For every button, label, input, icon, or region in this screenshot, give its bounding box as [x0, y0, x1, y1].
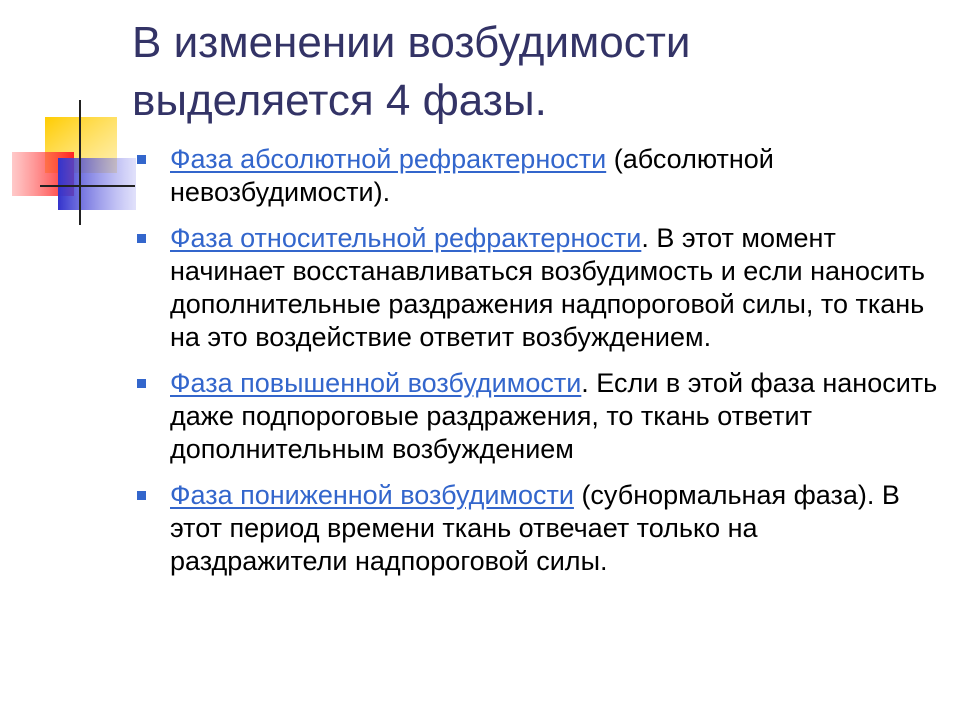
- bullet-square-icon: [137, 379, 146, 388]
- decorative-squares: [0, 0, 140, 230]
- blue-square: [58, 158, 136, 210]
- slide-title: [132, 14, 932, 130]
- phase-item-relative-refractory: [170, 222, 940, 354]
- bullet-square-icon: [137, 491, 146, 500]
- phase-item-absolute-refractory: [170, 143, 940, 209]
- phase-link-relative-refractory[interactable]: Фаза относительной рефрактерности: [170, 223, 642, 253]
- phase-description: (абсолютной невозбудимости).: [170, 144, 774, 207]
- phase-item-reduced-excitability: [170, 479, 940, 578]
- phase-list: [170, 143, 940, 591]
- bullet-square-icon: [137, 155, 146, 164]
- phase-item-increased-excitability: [170, 367, 940, 466]
- phase-description: (субнормальная фаза). В этот период времени ткань отвечает только на раздражители надпороговой силы.: [170, 480, 900, 576]
- phase-link-absolute-refractory[interactable]: Фаза абсолютной рефрактерности: [170, 144, 607, 174]
- phase-link-increased-excitability[interactable]: Фаза повышенной возбудимости: [170, 368, 582, 398]
- phase-description: . В этот момент начинает восстанавливаться возбудимость и если наносить дополнительные раздражения надпороговой силы, то ткань на это воздействие ответит возбуждением.: [170, 223, 925, 352]
- phase-description: . Если в этой фаза наносить даже подпороговые раздражения, то ткань ответит дополнительным возбуждением: [170, 368, 938, 464]
- title-line-2: выделяется 4 фазы.: [132, 76, 547, 125]
- title-line-1: В изменении возбудимости: [132, 18, 691, 67]
- bullet-square-icon: [137, 234, 146, 243]
- phase-link-reduced-excitability[interactable]: Фаза пониженной возбудимости: [170, 480, 574, 510]
